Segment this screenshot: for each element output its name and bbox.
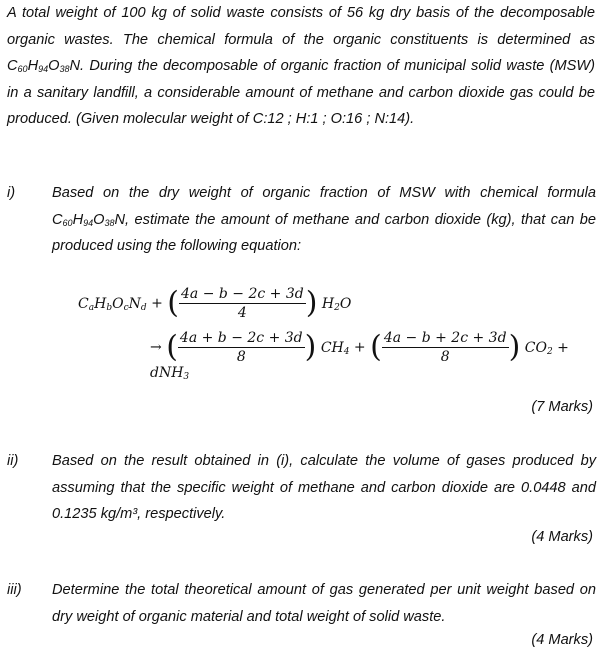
intro-line-4: in a sanitary landfill, a considerable amount of methane and carbon dioxide gas could be bbox=[7, 84, 595, 101]
intro-line-1: A total weight of 100 kg of solid waste consists of 56 kg dry basis of the decomposable bbox=[7, 5, 595, 21]
reaction-arrow: → bbox=[150, 339, 162, 356]
co2-formula: $CO_2$ bbox=[524, 339, 553, 357]
question-1-line-2: $C_{60}H_{94}O_{38}N$, estimate the amount of methane and carbon dioxide (kg), that can be bbox=[52, 211, 596, 228]
question-1-marks: (7 Marks) bbox=[531, 399, 593, 415]
question-3-line-2: dry weight of organic material and total weight of solid waste. bbox=[52, 608, 446, 625]
question-2-line-2: assuming that the specific weight of methane and carbon dioxide are 0.0448 and bbox=[52, 479, 596, 496]
intro-line-2: organic wastes. The chemical formula of the organic constituents is determined as bbox=[7, 31, 595, 48]
intro-paragraph bbox=[7, 0, 595, 133]
methane-formula: $CH_4$ bbox=[320, 339, 350, 357]
question-3-line-1: Determine the total theoretical amount of gas generated per unit weight based on bbox=[52, 582, 596, 598]
reactant-formula: $C_aH_bO_cN_d$ bbox=[78, 295, 147, 313]
water-coefficient: $\frac{4a - b - 2c + 3d}{4}$ bbox=[180, 286, 304, 321]
question-3-text bbox=[52, 577, 596, 630]
question-2-line-3: 0.1235 kg/m³, respectively. bbox=[52, 506, 226, 522]
ammonia-term: + dNH$_3$ bbox=[150, 339, 569, 382]
question-2-number: ii) bbox=[7, 453, 19, 469]
question-1-number: i) bbox=[7, 185, 16, 201]
intro-line-3: $C_{60}H_{94}O_{38}N$. During the decomposable of organic fraction of municipal solid waste (MSW) bbox=[7, 58, 595, 74]
intro-line-5: produced. (Given molecular weight of C:12 ; H:1 ; O:16 ; N:14). bbox=[7, 111, 415, 127]
question-1-text bbox=[52, 180, 596, 260]
question-2-text bbox=[52, 448, 596, 528]
methane-coefficient: $\frac{4a + b - 2c + 3d}{8}$ bbox=[179, 330, 303, 365]
question-1-line-3: produced using the following equation: bbox=[52, 238, 302, 254]
equation-line-1: $C_aH_bO_cN_d$ + ( $\frac{4a - b - 2c + 3d}{4}$ ) $H_2O$ bbox=[78, 285, 352, 321]
question-2-marks: (4 Marks) bbox=[531, 529, 593, 545]
plus-sign: + bbox=[151, 295, 163, 312]
question-1-line-1: Based on the dry weight of organic fraction of MSW with chemical formula bbox=[52, 185, 596, 201]
question-3-marks: (4 Marks) bbox=[531, 632, 593, 648]
water-formula: $H_2O$ bbox=[321, 295, 352, 313]
equation-line-2: → ( $\frac{4a + b - 2c + 3d}{8}$ ) $CH_4$ + ( $\frac{4a - b + 2c + 3d}{8}$ ) $CO_2 + dNH_3$ bbox=[150, 329, 569, 382]
question-2-line-1: Based on the result obtained in (i), calculate the volume of gases produced by bbox=[52, 453, 596, 469]
co2-coefficient: $\frac{4a - b + 2c + 3d}{8}$ bbox=[383, 330, 507, 365]
question-3-number: iii) bbox=[7, 582, 22, 598]
